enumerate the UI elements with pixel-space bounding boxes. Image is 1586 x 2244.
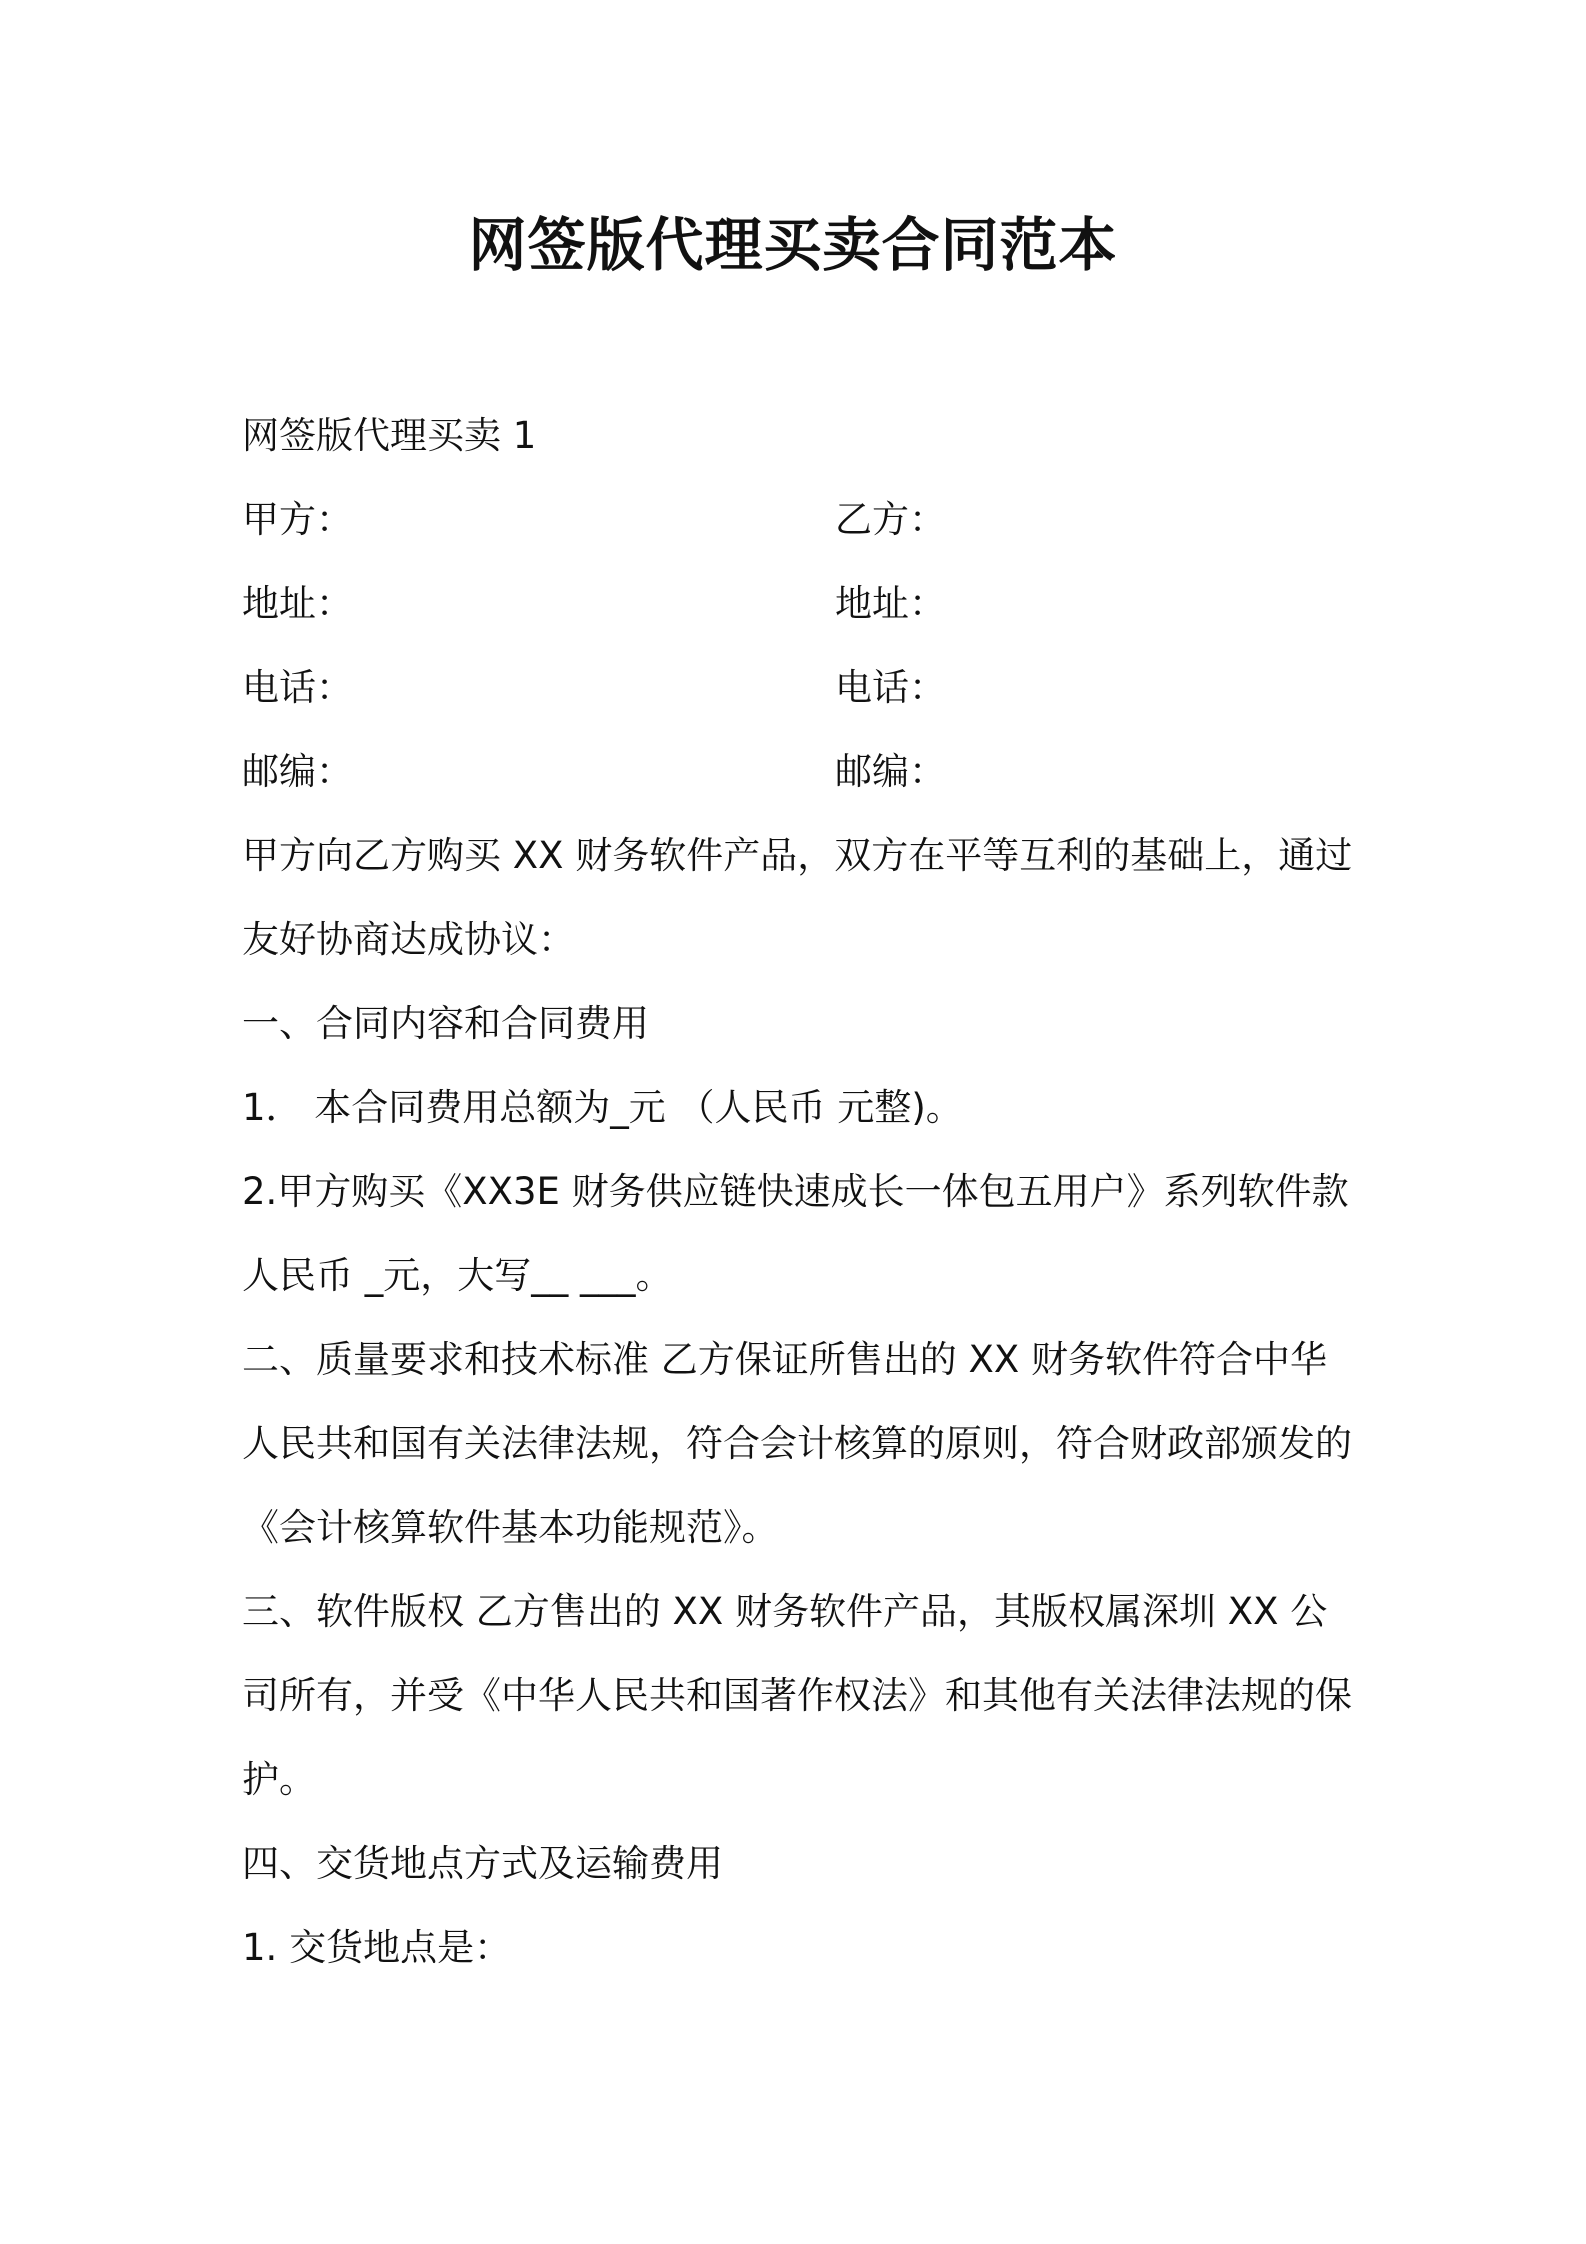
body-line: 2.甲方购买《XX3E 财务供应链快速成长一体包五用户》系列软件款 [242, 1170, 1349, 1213]
party-b-label: 乙方： [835, 498, 946, 541]
section-heading: 二、质量要求和技术标准 乙方保证所售出的 XX 财务软件符合中华 [242, 1338, 1327, 1381]
body-line: 1. 交货地点是： [242, 1926, 512, 1969]
section-heading: 一、合同内容和合同费用 [242, 1002, 649, 1045]
party-a-address-label: 地址： [242, 582, 353, 625]
body-line: 友好协商达成协议： [242, 918, 575, 961]
body-line: 人民共和国有关法律法规，符合会计核算的原则，符合财政部颁发的 [242, 1422, 1352, 1465]
body-line: 护。 [242, 1758, 316, 1801]
party-b-phone-label: 电话： [835, 666, 946, 709]
body-line: 1． 本合同费用总额为_元 （人民币 元整)。 [242, 1086, 963, 1129]
party-b-address-label: 地址： [835, 582, 946, 625]
body-line: 司所有，并受《中华人民共和国著作权法》和其他有关法律法规的保 [242, 1674, 1352, 1717]
document-title: 网签版代理买卖合同范本 [468, 211, 1118, 279]
party-a-phone-label: 电话： [242, 666, 353, 709]
party-a-label: 甲方： [242, 498, 353, 541]
party-a-postcode-label: 邮编： [242, 750, 353, 793]
body-line: 《会计核算软件基本功能规范》。 [242, 1506, 779, 1549]
document-subtitle: 网签版代理买卖 1 [242, 414, 537, 457]
body-line: 人民币 _元，大写__ ___。 [242, 1254, 673, 1297]
body-line: 甲方向乙方购买 XX 财务软件产品，双方在平等互利的基础上，通过 [242, 834, 1353, 877]
section-heading: 四、交货地点方式及运输费用 [242, 1842, 723, 1885]
party-b-postcode-label: 邮编： [835, 750, 946, 793]
section-heading: 三、软件版权 乙方售出的 XX 财务软件产品，其版权属深圳 XX 公 [242, 1590, 1328, 1633]
